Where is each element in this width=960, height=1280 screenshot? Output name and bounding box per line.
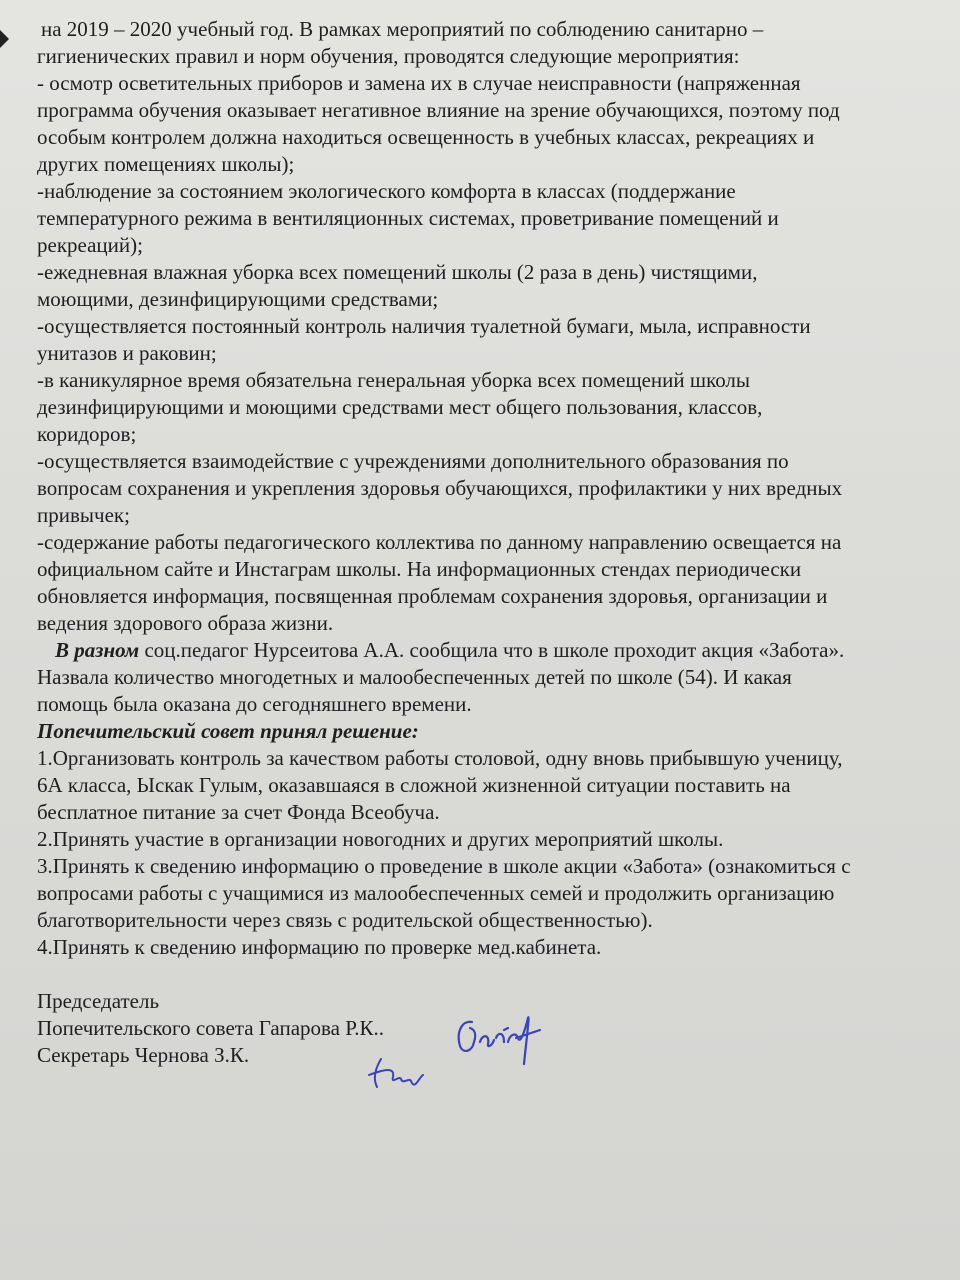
- text-line: ведения здорового образа жизни.: [37, 611, 334, 635]
- decision-list: [37, 745, 949, 961]
- secretary-signature-icon: [365, 1055, 427, 1093]
- text-line: рекреаций);: [37, 233, 143, 257]
- measures-list: [37, 16, 949, 637]
- text-line: на 2019 – 2020 учебный год. В рамках мероприятий по соблюдению санитарно –: [41, 17, 764, 41]
- secretary-line: Секретарь Чернова З.К.: [37, 1043, 250, 1067]
- misc-lead-rest: соц.педагог Нурсеитова А.А. сообщила что в школе проходит акция «Забота».: [139, 638, 845, 662]
- text-line: коридоров;: [37, 422, 137, 446]
- text-line: гигиенических правил и норм обучения, проводятся следующие мероприятия:: [37, 44, 740, 68]
- text-line: -в каникулярное время обязательна генеральная уборка всех помещений школы: [37, 368, 751, 392]
- text-line: программа обучения оказывает негативное влияние на зрение обучающихся, поэтому под: [37, 98, 840, 122]
- text-line: -осуществляется взаимодействие с учреждениями дополнительного образования по: [37, 449, 789, 473]
- misc-paragraph-first-line: [37, 637, 949, 664]
- chair-name-line: Попечительского совета Гапарова Р.К..: [37, 1016, 385, 1040]
- chair-title: Председатель: [37, 989, 160, 1013]
- decision-heading: Попечительский совет принял решение:: [37, 719, 419, 743]
- misc-line: Назвала количество многодетных и малообеспеченных детей по школе (54). И какая: [37, 665, 792, 689]
- text-line: унитазов и раковин;: [37, 341, 217, 365]
- text-line: 6А класса, Ыскак Гулым, оказавшаяся в сложной жизненной ситуации поставить на: [37, 773, 791, 797]
- text-line: -содержание работы педагогического коллектива по данному направлению освещается на: [37, 530, 842, 554]
- text-line: - осмотр осветительных приборов и замена их в случае неисправности (напряженная: [37, 71, 801, 95]
- text-line: 1.Организовать контроль за качеством работы столовой, одну вновь прибывшую ученицу,: [37, 746, 843, 770]
- chair-signature-icon: [450, 1008, 550, 1068]
- text-line: 2.Принять участие в организации новогодних и других мероприятий школы.: [37, 827, 724, 851]
- text-line: особым контролем должна находиться освещенность в учебных классах, рекреациях и: [37, 125, 815, 149]
- text-line: температурного режима в вентиляционных системах, проветривание помещений и: [37, 206, 779, 230]
- text-line: официальном сайте и Инстаграм школы. На информационных стендах периодически: [37, 557, 802, 581]
- page-corner-mark: [0, 30, 9, 48]
- text-line: привычек;: [37, 503, 130, 527]
- text-line: дезинфицирующими и моющими средствами мест общего пользования, классов,: [37, 395, 763, 419]
- text-line: -наблюдение за состоянием экологического комфорта в классах (поддержание: [37, 179, 736, 203]
- document-text: [37, 16, 949, 1069]
- text-line: других помещениях школы);: [37, 152, 295, 176]
- text-line: моющими, дезинфицирующими средствами;: [37, 287, 439, 311]
- text-line: вопросам сохранения и укрепления здоровья обучающихся, профилактики у них вредных: [37, 476, 843, 500]
- text-line: 3.Принять к сведению информацию о проведение в школе акции «Забота» (ознакомиться с: [37, 854, 851, 878]
- text-line: 4.Принять к сведению информацию по проверке мед.кабинета.: [37, 935, 602, 959]
- text-line: бесплатное питание за счет Фонда Всеобуча.: [37, 800, 440, 824]
- text-line: вопросами работы с учащимися из малообеспеченных семей и продолжить организацию: [37, 881, 835, 905]
- text-line: -осуществляется постоянный контроль наличия туалетной бумаги, мыла, исправности: [37, 314, 811, 338]
- text-line: благотворительности через связь с родительской общественностью).: [37, 908, 653, 932]
- misc-line: помощь была оказана до сегодняшнего времени.: [37, 692, 472, 716]
- text-line: -ежедневная влажная уборка всех помещений школы (2 раза в день) чистящими,: [37, 260, 758, 284]
- text-line: обновляется информация, посвященная проблемам сохранения здоровья, организации и: [37, 584, 828, 608]
- misc-lead: В разном: [55, 638, 140, 662]
